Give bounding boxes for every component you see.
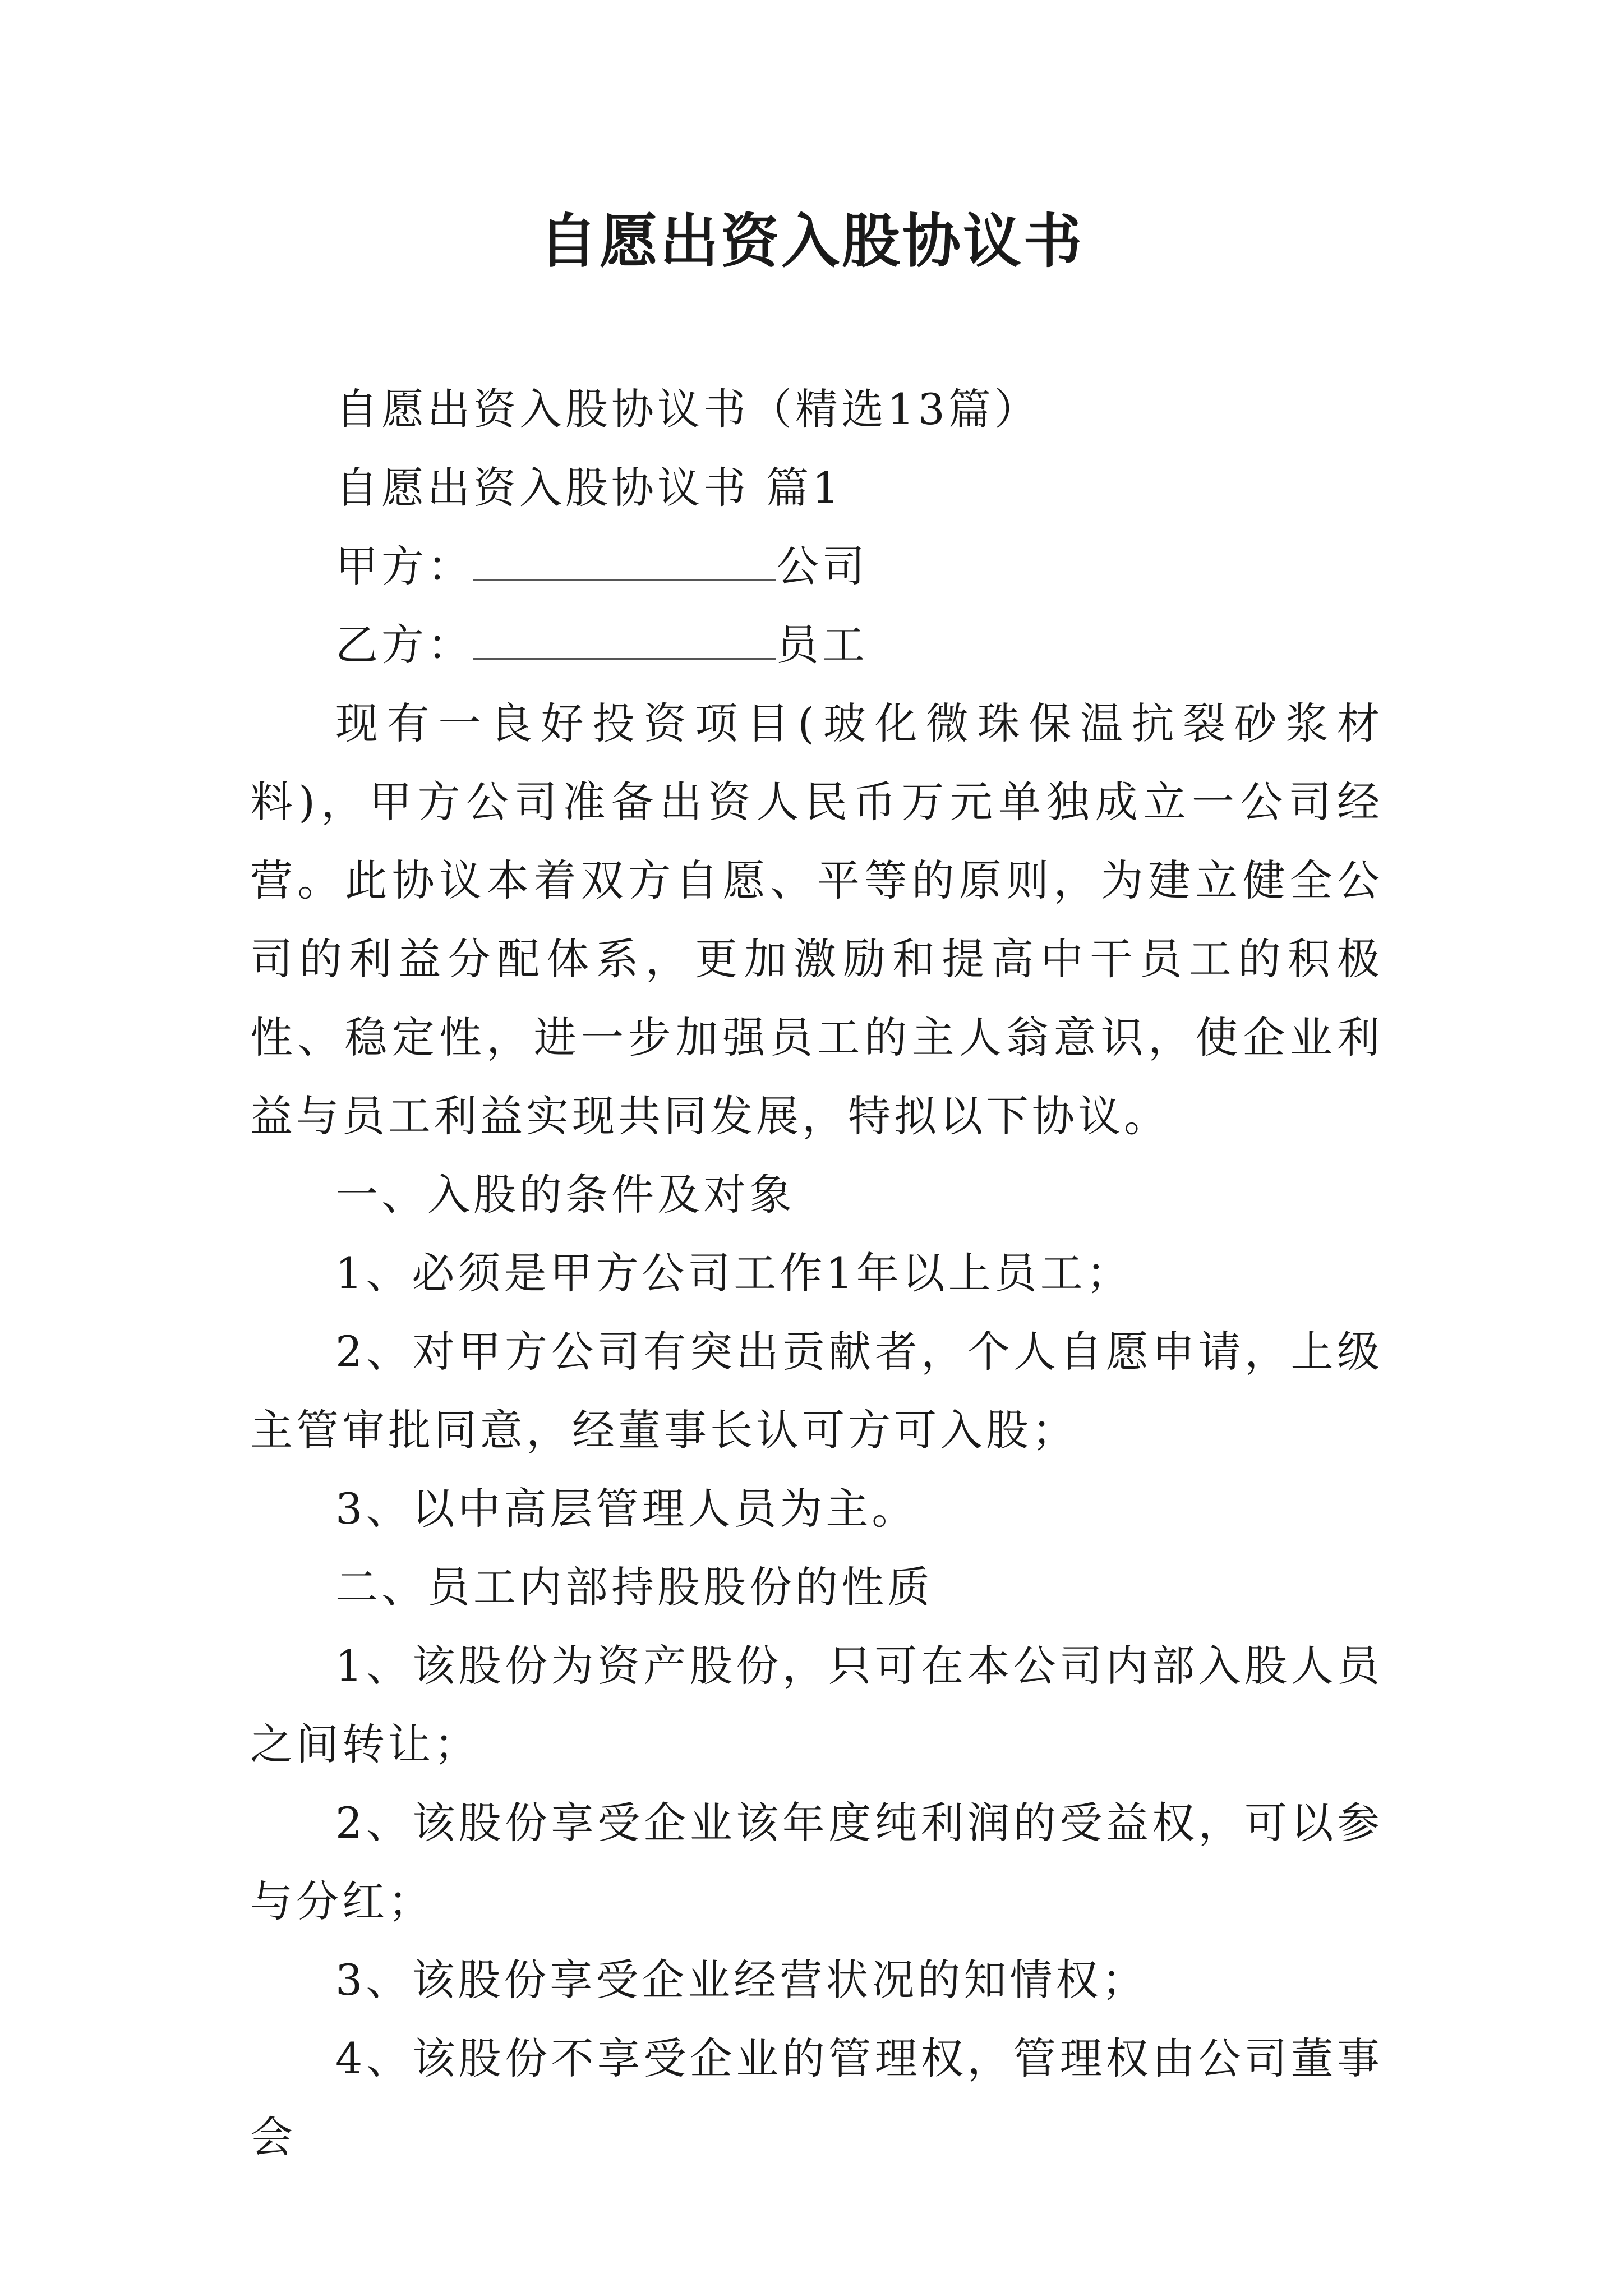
subtitle: 自愿出资入股协议书（精选13篇） <box>335 384 1040 434</box>
party-b-line <box>250 606 1383 684</box>
heading-2: 二、员工内部持股股份的性质 <box>335 1562 933 1612</box>
party-b-label: 乙方： <box>335 620 473 670</box>
document-title: 自愿出资入股协议书 <box>538 206 1084 275</box>
item-2-1: 1、该股份为资产股份，只可在本公司内部入股人员之间转让； <box>250 1641 1383 1769</box>
item-1-2: 2、对甲方公司有突出贡献者，个人自愿申请，上级主管审批同意，经董事长认可方可入股； <box>250 1327 1383 1455</box>
item-1-1: 1、必须是甲方公司工作1年以上员工； <box>335 1248 1132 1298</box>
item-1-3: 3、以中高层管理人员为主。 <box>335 1484 918 1534</box>
intro-paragraph: 现有一良好投资项目(玻化微珠保温抗裂砂浆材料)，甲方公司准备出资人民币万元单独成立一公司经营。此协议本着双方自愿、平等的原则，为建立健全公司的利益分配体系，更加激励和提高中干员工的积极性、稳定性，进一步加强员工的主人翁意识，使企业利益与员工利益实现共同发展，特拟以下协议。 <box>250 698 1383 1141</box>
party-a-label: 甲方： <box>335 541 473 591</box>
document-body <box>250 370 1383 2177</box>
item-2-2: 2、该股份享受企业该年度纯利润的受益权，可以参与分红； <box>250 1798 1383 1926</box>
section-heading: 自愿出资入股协议书 篇1 <box>335 463 843 513</box>
item-2-4: 4、该股份不享受企业的管理权，管理权由公司董事会 <box>250 2033 1383 2162</box>
heading-1: 一、入股的条件及对象 <box>335 1170 795 1220</box>
item-2-3: 3、该股份享受企业经营状况的知情权； <box>335 1955 1148 2005</box>
party-b-blank <box>473 618 776 660</box>
party-a-line <box>250 527 1383 606</box>
party-a-blank <box>473 539 776 581</box>
party-b-suffix: 员工 <box>776 620 868 670</box>
party-a-suffix: 公司 <box>776 541 868 591</box>
